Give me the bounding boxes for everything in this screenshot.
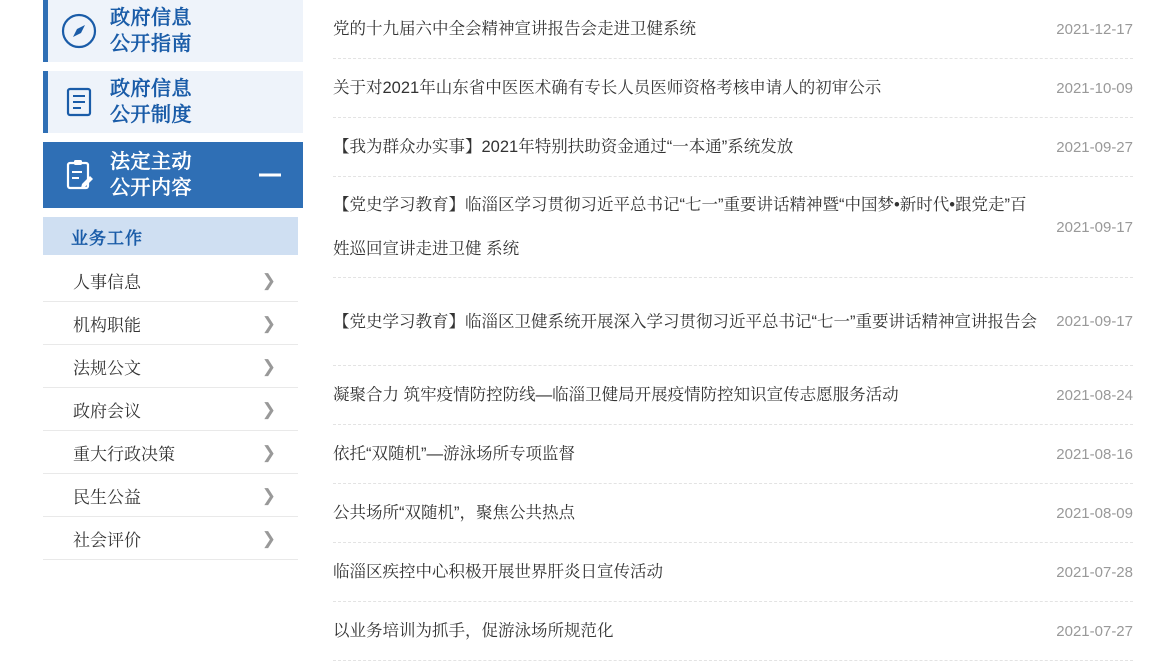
news-title[interactable]: 依托“双随机”—游泳场所专项监督	[333, 445, 575, 463]
list-item[interactable]	[333, 366, 1133, 425]
sidebar-item-public-welfare[interactable]	[43, 474, 298, 517]
chevron-right-icon: ❯	[261, 356, 276, 376]
sidebar-card-label-line1: 政府信息	[110, 78, 192, 100]
sidebar-item-personnel-info[interactable]	[43, 259, 298, 302]
news-title[interactable]: 党的十九届六中全会精神宣讲报告会走进卫健系统	[333, 20, 696, 38]
news-title[interactable]: 【党史学习教育】临淄区学习贯彻习近平总书记“七一”重要讲话精神暨“中国梦•新时代•跟党走”百姓巡回宣讲走进卫健 系统	[333, 196, 1027, 258]
sidebar-item-government-meetings[interactable]	[43, 388, 298, 431]
chevron-right-icon: ❯	[261, 485, 276, 505]
news-title[interactable]: 【党史学习教育】临淄区卫健系统开展深入学习贯彻习近平总书记“七一”重要讲话精神宣讲报告会	[333, 312, 1037, 331]
sidebar-card-label	[110, 5, 192, 57]
sidebar-card-label-line2: 公开指南	[110, 33, 192, 55]
news-title[interactable]: 关于对2021年山东省中医医术确有专长人员医师资格考核申请人的初审公示	[333, 79, 882, 97]
chevron-right-icon: ❯	[261, 313, 276, 333]
list-item[interactable]	[333, 118, 1133, 177]
sidebar-item-label: 法规公文	[73, 358, 141, 378]
chevron-right-icon: ❯	[261, 399, 276, 419]
sidebar-section-header-label: 业务工作	[71, 228, 143, 248]
sidebar-card-government-info-guide[interactable]	[43, 0, 303, 62]
sidebar-card-statutory-disclosure[interactable]	[43, 142, 303, 208]
sidebar-card-label	[110, 149, 192, 201]
chevron-right-icon: ❯	[261, 442, 276, 462]
news-list	[303, 0, 1159, 640]
news-date: 2021-09-27	[1056, 138, 1133, 156]
news-date: 2021-09-17	[1056, 218, 1133, 236]
sidebar-item-institutional-functions[interactable]	[43, 302, 298, 345]
sidebar-item-label: 政府会议	[73, 401, 141, 421]
news-date: 2021-08-09	[1056, 504, 1133, 522]
sidebar-card-label	[110, 76, 192, 128]
list-item[interactable]	[333, 0, 1133, 59]
list-item[interactable]	[333, 543, 1133, 602]
sidebar-card-label-line2: 公开制度	[110, 104, 192, 126]
list-item[interactable]	[333, 59, 1133, 118]
sidebar	[0, 0, 303, 559]
list-item[interactable]	[333, 278, 1133, 366]
list-item[interactable]	[333, 425, 1133, 484]
news-date: 2021-07-28	[1056, 563, 1133, 581]
news-date: 2021-07-27	[1056, 622, 1133, 640]
document-lines-icon	[48, 82, 110, 122]
sidebar-card-label-line2: 公开内容	[110, 177, 192, 199]
clipboard-pen-icon	[48, 155, 110, 195]
sidebar-item-label: 民生公益	[73, 487, 141, 507]
sidebar-item-label: 机构职能	[73, 315, 141, 335]
news-title[interactable]: 公共场所“双随机”，聚焦公共热点	[333, 504, 575, 522]
news-date: 2021-09-17	[1056, 313, 1133, 330]
sidebar-item-major-administrative-decisions[interactable]	[43, 431, 298, 474]
sidebar-nav-list	[43, 259, 298, 560]
sidebar-item-label: 社会评价	[73, 530, 141, 550]
list-item[interactable]	[333, 484, 1133, 543]
list-item[interactable]	[333, 602, 1133, 661]
sidebar-item-label: 重大行政决策	[73, 444, 175, 464]
sidebar-item-social-evaluation[interactable]	[43, 517, 298, 560]
news-date: 2021-12-17	[1056, 20, 1133, 38]
news-title[interactable]: 以业务培训为抓手，促游泳场所规范化	[333, 622, 614, 640]
news-title[interactable]: 凝聚合力 筑牢疫情防控防线—临淄卫健局开展疫情防控知识宣传志愿服务活动	[333, 386, 899, 404]
sidebar-item-label: 人事信息	[73, 272, 141, 292]
news-date: 2021-08-16	[1056, 445, 1133, 463]
news-title[interactable]: 【我为群众办实事】2021年特别扶助资金通过“一本通”系统发放	[333, 138, 794, 156]
sidebar-section-header-business-work[interactable]	[43, 217, 298, 255]
news-date: 2021-10-09	[1056, 79, 1133, 97]
sidebar-card-label-line1: 政府信息	[110, 7, 192, 29]
list-item[interactable]	[333, 177, 1133, 278]
news-title[interactable]: 临淄区疾控中心积极开展世界肝炎日宣传活动	[333, 563, 663, 581]
compass-icon	[48, 11, 110, 51]
sidebar-item-laws-documents[interactable]	[43, 345, 298, 388]
news-date: 2021-08-24	[1056, 386, 1133, 404]
chevron-right-icon: ❯	[261, 270, 276, 290]
chevron-right-icon: ❯	[261, 528, 276, 548]
sidebar-card-government-info-system[interactable]	[43, 71, 303, 133]
collapse-minus-icon[interactable]	[259, 174, 281, 177]
sidebar-card-label-line1: 法定主动	[110, 151, 192, 173]
